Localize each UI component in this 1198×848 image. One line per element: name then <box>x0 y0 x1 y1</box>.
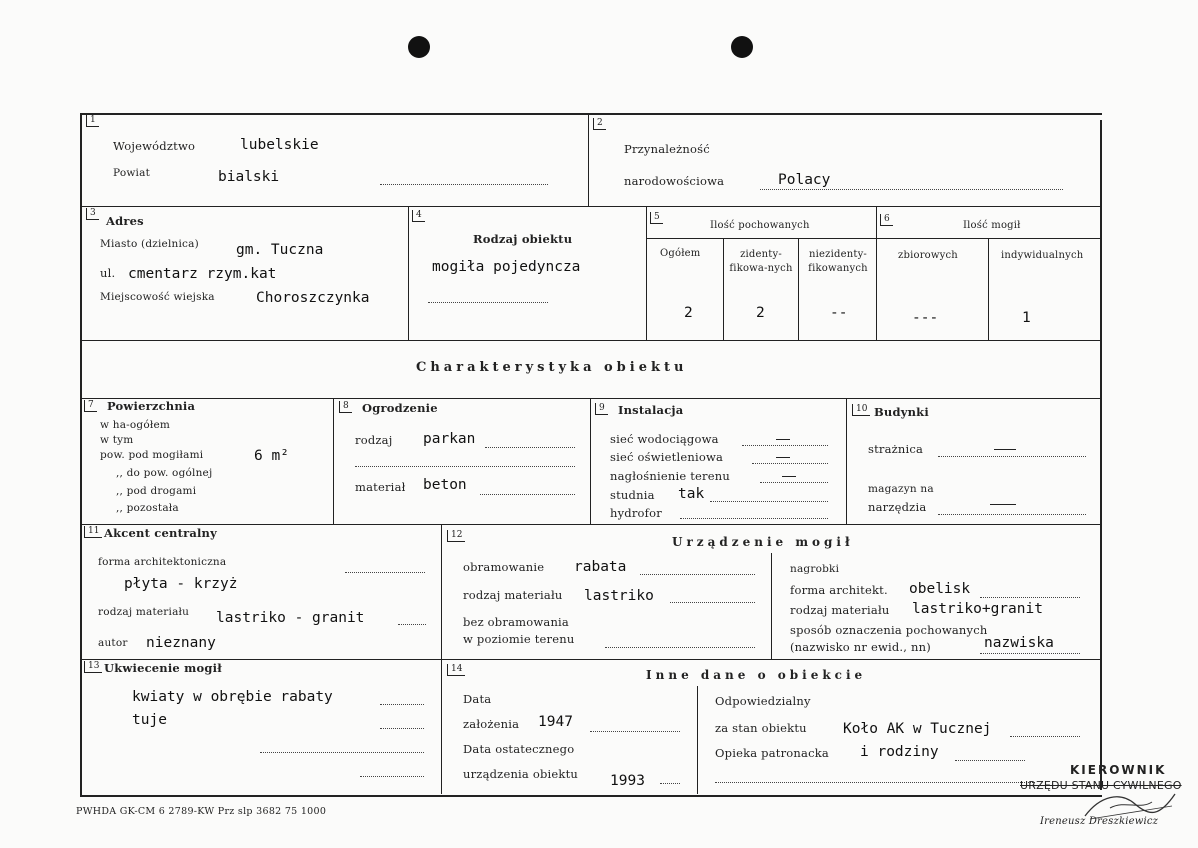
buried-unidentified-value: -- <box>830 305 848 321</box>
completion-value: 1993 <box>610 773 645 789</box>
graves-individual-label: indywidualnych <box>1001 250 1084 261</box>
final-date-label: Data ostatecznego <box>463 742 575 756</box>
flowers-title: Ukwiecenie mogił <box>104 661 222 675</box>
tomb-material-value: lastriko+granit <box>912 601 1043 617</box>
section-7-number: 7 <box>84 400 97 412</box>
completion-label: urządzenia obiektu <box>463 767 579 781</box>
area-of-which-label: w tym <box>100 434 134 446</box>
central-accent-title: Akcent centralny <box>104 526 218 540</box>
author-value: nieznany <box>146 635 216 651</box>
no-edging-label: bez obramowania <box>463 615 569 629</box>
marking-method-label: sposób oznaczenia pochowanych <box>790 623 988 637</box>
tomb-form-value: obelisk <box>909 581 971 597</box>
nationality-label-2: narodowościowa <box>624 174 725 188</box>
signer-name: Ireneusz Dreszkiewicz <box>1040 816 1159 827</box>
section-13-number: 13 <box>84 661 102 673</box>
buried-count-title: Ilość pochowanych <box>710 220 810 231</box>
city-label: Miasto (dzielnica) <box>100 238 199 250</box>
well-value: tak <box>678 486 705 502</box>
flowers-value-1: kwiaty w obrębie rabaty <box>132 689 333 705</box>
area-title: Powierzchnia <box>107 399 196 413</box>
ground-level-label: w poziomie terenu <box>463 632 575 646</box>
section-9-number: 9 <box>595 403 608 415</box>
founded-label: założenia <box>463 717 520 731</box>
hydrophore-label: hydrofor <box>610 506 662 520</box>
section-8-number: 8 <box>339 401 352 413</box>
water-network-label: sieć wodociągowa <box>610 432 719 446</box>
author-label: autor <box>98 637 128 649</box>
arch-form-value: płyta - krzyż <box>124 576 238 592</box>
names-value: nazwiska <box>984 635 1054 651</box>
characteristics-title: Charakterystyka obiektu <box>416 360 688 375</box>
buried-unidentified-label: niezidenty-fikowanych <box>808 249 868 274</box>
section-3-number: 3 <box>86 208 99 220</box>
area-ratio-label: ,, do pow. ogólnej <box>116 467 213 479</box>
accent-material-value: lastriko - granit <box>216 610 365 626</box>
patronage-value: i rodziny <box>860 744 939 760</box>
well-label: studnia <box>610 488 655 502</box>
print-footer: PWHDA GK-CM 6 2789-KW Prz slp 3682 75 1000 <box>76 806 327 817</box>
area-roads-label: ,, pod drogami <box>116 485 197 497</box>
fence-material-label: materiał <box>355 480 406 494</box>
stamp-line-1: KIEROWNIK <box>1070 763 1167 777</box>
guardhouse-label: strażnica <box>868 442 924 456</box>
section-14-number: 14 <box>447 664 465 676</box>
graves-individual-value: 1 <box>1022 310 1031 326</box>
section-12-number: 12 <box>447 530 465 542</box>
edging-material-value: lastriko <box>584 588 654 604</box>
nationality-value: Polacy <box>778 172 831 188</box>
edging-value: rabata <box>574 559 627 575</box>
fence-material-value: beton <box>423 477 467 493</box>
voivodeship-value: lubelskie <box>240 137 319 153</box>
address-title: Adres <box>106 214 144 228</box>
date-label: Data <box>463 692 492 706</box>
lighting-network-label: sieć oświetleniowa <box>610 450 724 464</box>
frame-bottom <box>80 795 1102 797</box>
graves-collective-label: zbiorowych <box>898 250 958 261</box>
names-label: (nazwisko nr ewid., nn) <box>790 640 931 654</box>
edging-label: obramowanie <box>463 560 545 574</box>
frame-left <box>80 113 82 795</box>
frame-right <box>1100 120 1102 790</box>
street-label: ul. <box>100 266 116 280</box>
buried-identified-value: 2 <box>756 305 765 321</box>
street-value: cmentarz rzym.kat <box>128 266 277 282</box>
installation-title: Instalacja <box>618 403 684 417</box>
village-label: Miejscowość wiejska <box>100 291 215 303</box>
tombstones-label: nagrobki <box>790 563 840 575</box>
fence-type-label: rodzaj <box>355 433 393 447</box>
grave-furnishing-title: Urządzenie mogił <box>672 535 854 549</box>
city-value: gm. Tuczna <box>236 242 324 258</box>
area-other-label: ,, pozostała <box>116 502 179 514</box>
section-5-number: 5 <box>650 212 663 224</box>
tomb-material-label: rodzaj materiału <box>790 603 890 617</box>
powiat-label: Powiat <box>113 167 150 179</box>
object-state-value: Koło AK w Tucznej <box>843 721 992 737</box>
buried-total-label: Ogółem <box>660 248 701 259</box>
tool-storage-label-1: magazyn na <box>868 483 934 495</box>
tool-storage-label-2: narzędzia <box>868 500 927 514</box>
section-6-number: 6 <box>880 214 893 226</box>
section-4-number: 4 <box>412 210 425 222</box>
area-graves-value: 6 m² <box>254 448 289 464</box>
arch-form-label: forma architektoniczna <box>98 556 227 568</box>
other-data-title: Inne dane o obiekcie <box>646 668 867 682</box>
buried-identified-label: zidenty-fikowa-nych <box>729 249 793 274</box>
sound-system-label: nagłośnienie terenu <box>610 469 730 483</box>
flowers-value-2: tuje <box>132 712 167 728</box>
powiat-value: bialski <box>218 169 280 185</box>
frame-top <box>80 113 1102 115</box>
stamp-line-2: URZĘDU STANU CYWILNEGO <box>1020 779 1182 792</box>
tomb-form-label: forma architekt. <box>790 583 888 597</box>
edging-material-label: rodzaj materiału <box>463 588 563 602</box>
responsible-label: Odpowiedzialny <box>715 694 811 708</box>
section-2-number: 2 <box>593 118 606 130</box>
graves-collective-value: --- <box>912 310 939 326</box>
area-total-label: w ha-ogółem <box>100 419 171 431</box>
voivodeship-label: Województwo <box>113 139 196 153</box>
punch-hole-right <box>731 36 753 58</box>
section-11-number: 11 <box>84 526 102 538</box>
nationality-label-1: Przynależność <box>624 142 710 156</box>
fence-type-value: parkan <box>423 431 476 447</box>
accent-material-label: rodzaj materiału <box>98 606 190 618</box>
founded-value: 1947 <box>538 714 573 730</box>
object-type-label: Rodzaj obiektu <box>473 232 573 246</box>
buildings-title: Budynki <box>874 405 929 419</box>
patronage-label: Opieka patronacka <box>715 746 829 760</box>
graves-count-title: Ilość mogił <box>963 220 1021 231</box>
fence-title: Ogrodzenie <box>362 401 438 415</box>
section-1-number: 1 <box>86 115 99 127</box>
buried-total-value: 2 <box>684 305 693 321</box>
punch-hole-left <box>408 36 430 58</box>
section-10-number: 10 <box>852 404 870 416</box>
village-value: Choroszczynka <box>256 290 370 306</box>
area-graves-label: pow. pod mogiłami <box>100 449 204 461</box>
object-state-label: za stan obiektu <box>715 721 807 735</box>
object-type-value: mogiła pojedyncza <box>432 259 581 275</box>
